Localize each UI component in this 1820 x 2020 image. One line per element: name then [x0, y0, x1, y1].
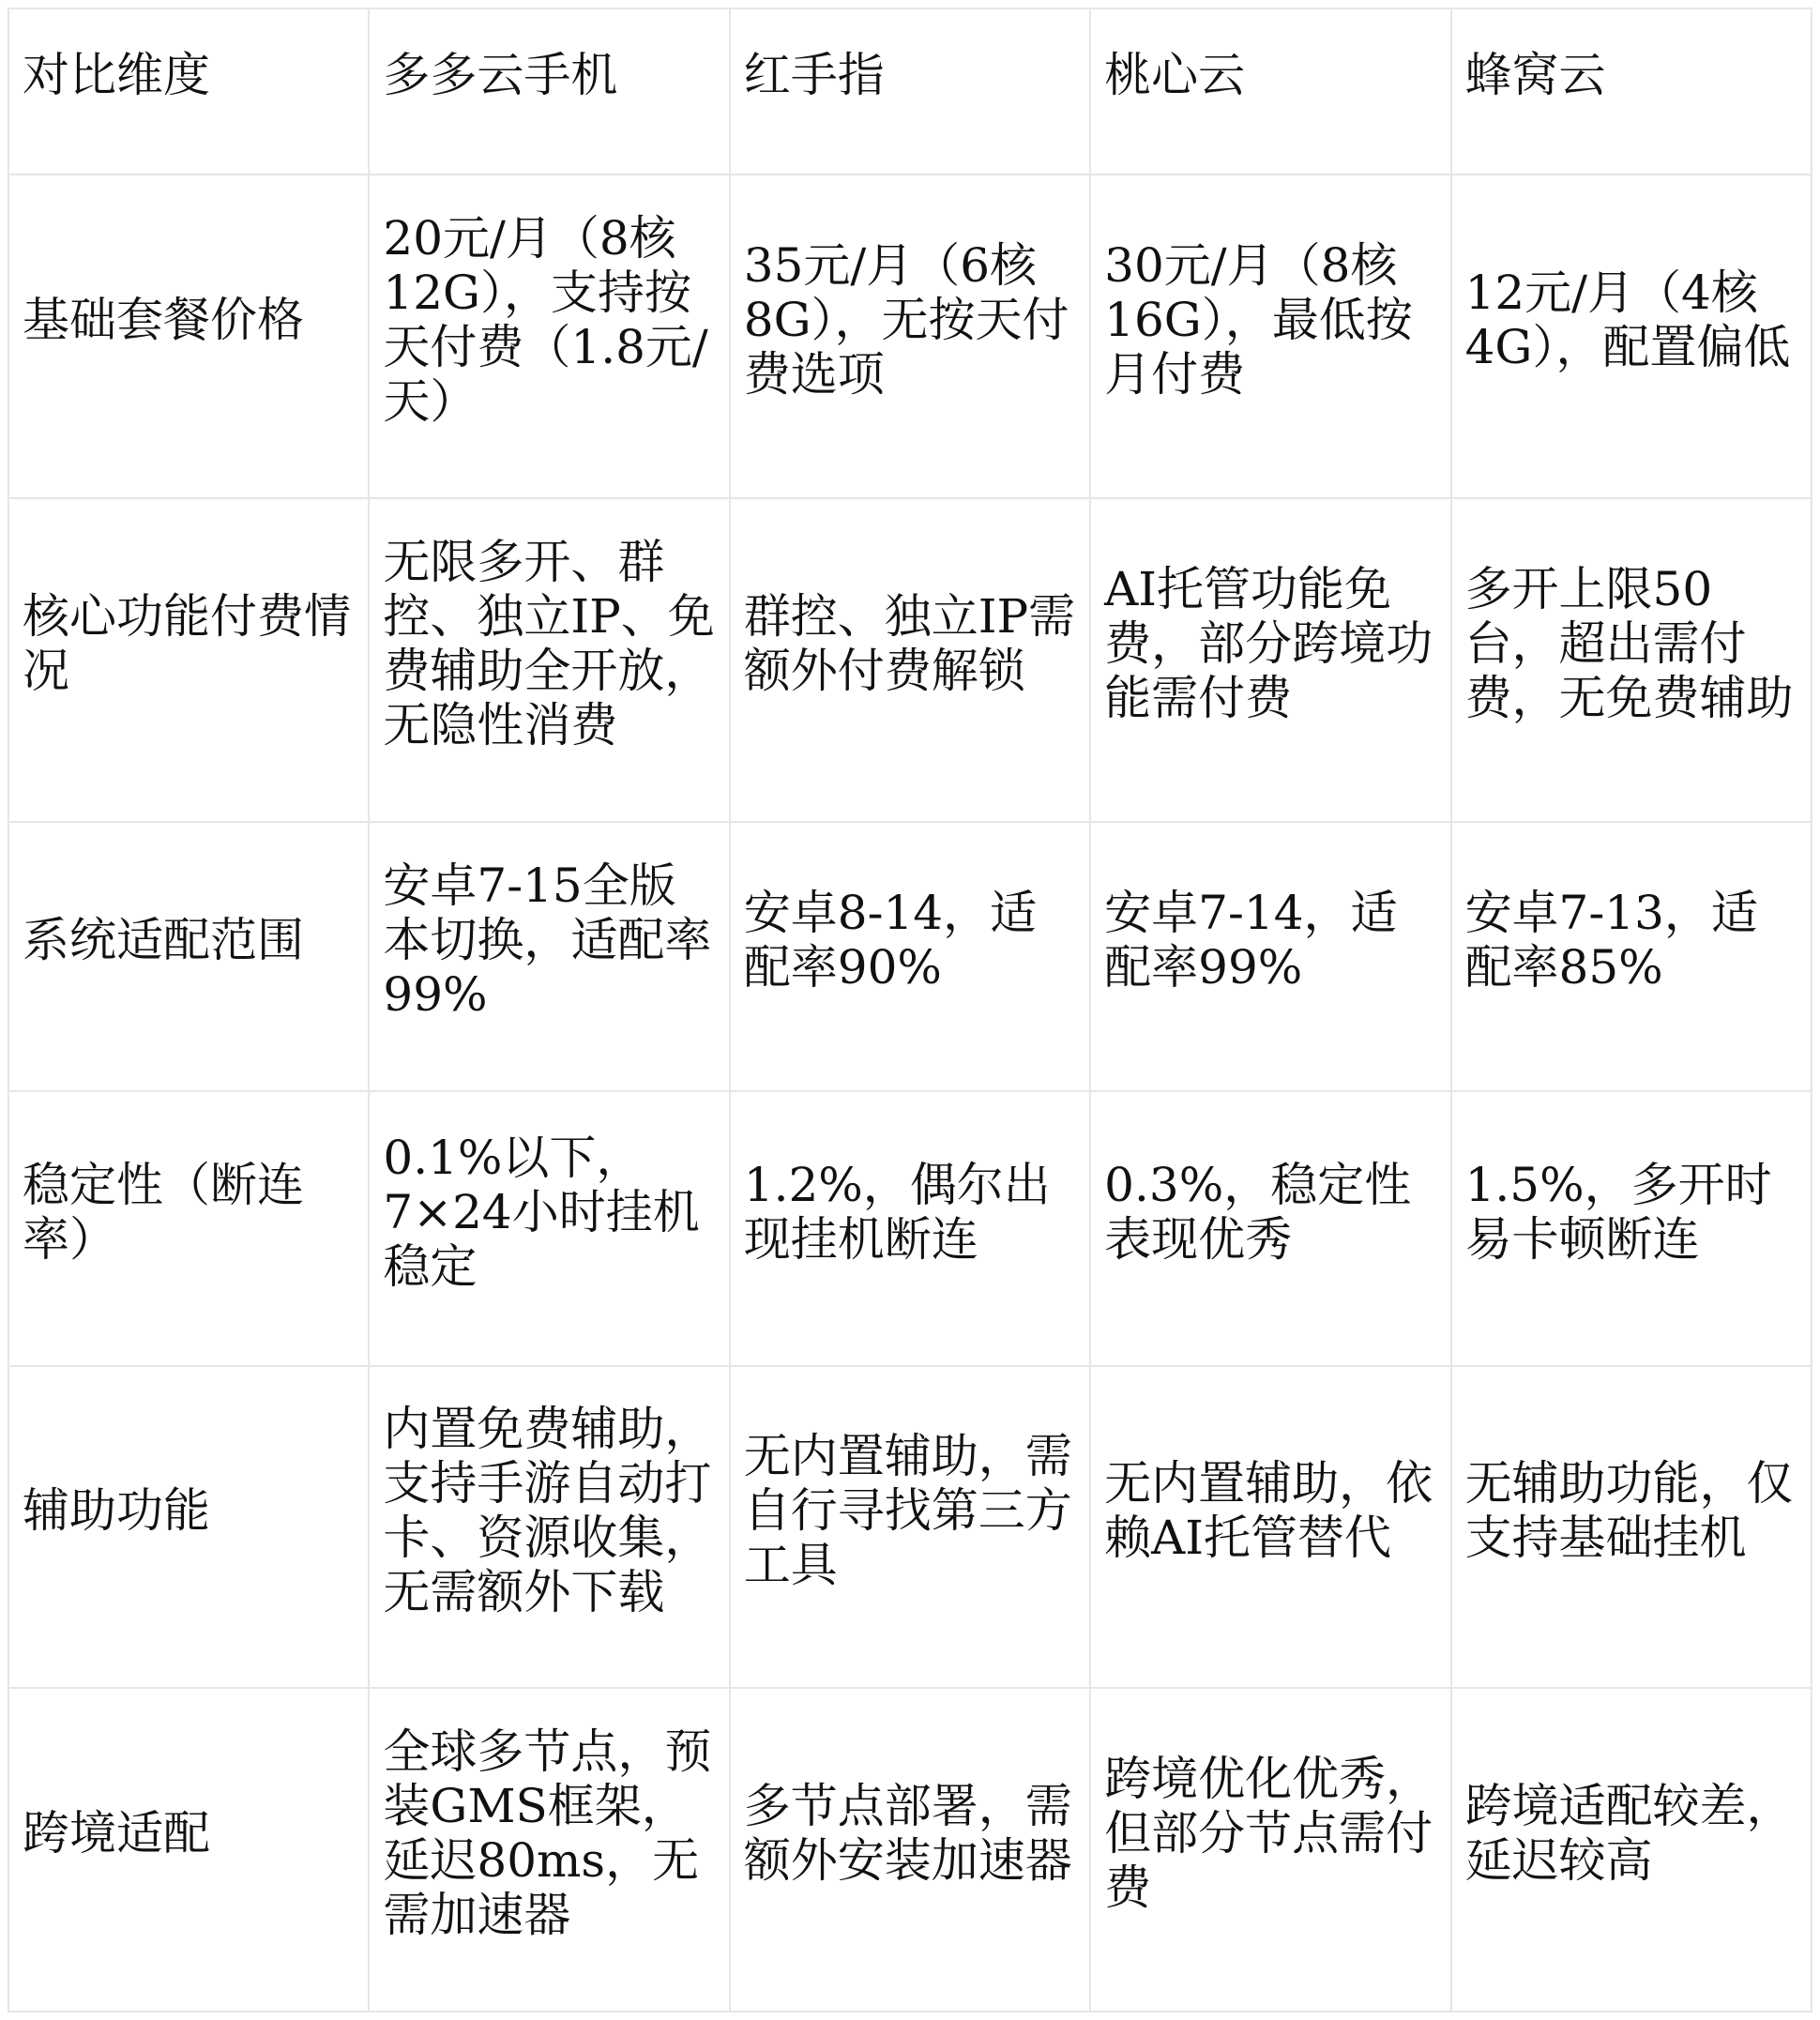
dimension-cell: 基础套餐价格	[8, 175, 369, 498]
table-cell: 跨境适配较差，延迟较高	[1451, 1688, 1812, 2012]
table-cell: 12元/月（4核4G），配置偏低	[1451, 175, 1812, 498]
dimension-cell: 稳定性（断连率）	[8, 1091, 369, 1366]
header-cell-fengwoyun: 蜂窝云	[1451, 8, 1812, 175]
table-cell: 多节点部署，需额外安装加速器	[730, 1688, 1090, 2012]
table-cell: 多开上限50台，超出需付费，无免费辅助	[1451, 498, 1812, 822]
table-cell: 20元/月（8核12G），支持按天付费（1.8元/天）	[369, 175, 729, 498]
header-cell-taoxinyun: 桃心云	[1090, 8, 1450, 175]
table-cell: 0.1%以下，7×24小时挂机稳定	[369, 1091, 729, 1366]
table-cell: 1.5%，多开时易卡顿断连	[1451, 1091, 1812, 1366]
dimension-cell: 核心功能付费情况	[8, 498, 369, 822]
table-cell: 无辅助功能，仅支持基础挂机	[1451, 1366, 1812, 1688]
dimension-cell: 辅助功能	[8, 1366, 369, 1688]
table-cell: 安卓7-15全版本切换，适配率99%	[369, 822, 729, 1091]
table-cell: 跨境优化优秀，但部分节点需付费	[1090, 1688, 1450, 2012]
table-cell: 无内置辅助，需自行寻找第三方工具	[730, 1366, 1090, 1688]
table-cell: 群控、独立IP需额外付费解锁	[730, 498, 1090, 822]
table-row	[8, 498, 1812, 822]
table-cell: 35元/月（6核8G），无按天付费选项	[730, 175, 1090, 498]
table-cell: 安卓7-14，适配率99%	[1090, 822, 1450, 1091]
table-cell: 0.3%，稳定性表现优秀	[1090, 1091, 1450, 1366]
header-cell-duoduoyun: 多多云手机	[369, 8, 729, 175]
table-cell: 安卓7-13，适配率85%	[1451, 822, 1812, 1091]
header-cell-hongshouzhi: 红手指	[730, 8, 1090, 175]
table-cell: 安卓8-14，适配率90%	[730, 822, 1090, 1091]
header-cell-dimension: 对比维度	[8, 8, 369, 175]
cloud-phone-comparison-table	[8, 8, 1812, 2012]
table-cell: 全球多节点，预装GMS框架，延迟80ms，无需加速器	[369, 1688, 729, 2012]
table-row	[8, 175, 1812, 498]
table-cell: 内置免费辅助，支持手游自动打卡、资源收集，无需额外下载	[369, 1366, 729, 1688]
table-cell: 30元/月（8核16G），最低按月付费	[1090, 175, 1450, 498]
table-cell: 无限多开、群控、独立IP、免费辅助全开放，无隐性消费	[369, 498, 729, 822]
dimension-cell: 系统适配范围	[8, 822, 369, 1091]
table-row	[8, 1366, 1812, 1688]
table-cell: 无内置辅助，依赖AI托管替代	[1090, 1366, 1450, 1688]
table-row	[8, 822, 1812, 1091]
table-row	[8, 1091, 1812, 1366]
table-header-row	[8, 8, 1812, 175]
table-cell: 1.2%，偶尔出现挂机断连	[730, 1091, 1090, 1366]
table-cell: AI托管功能免费，部分跨境功能需付费	[1090, 498, 1450, 822]
table-row	[8, 1688, 1812, 2012]
dimension-cell: 跨境适配	[8, 1688, 369, 2012]
